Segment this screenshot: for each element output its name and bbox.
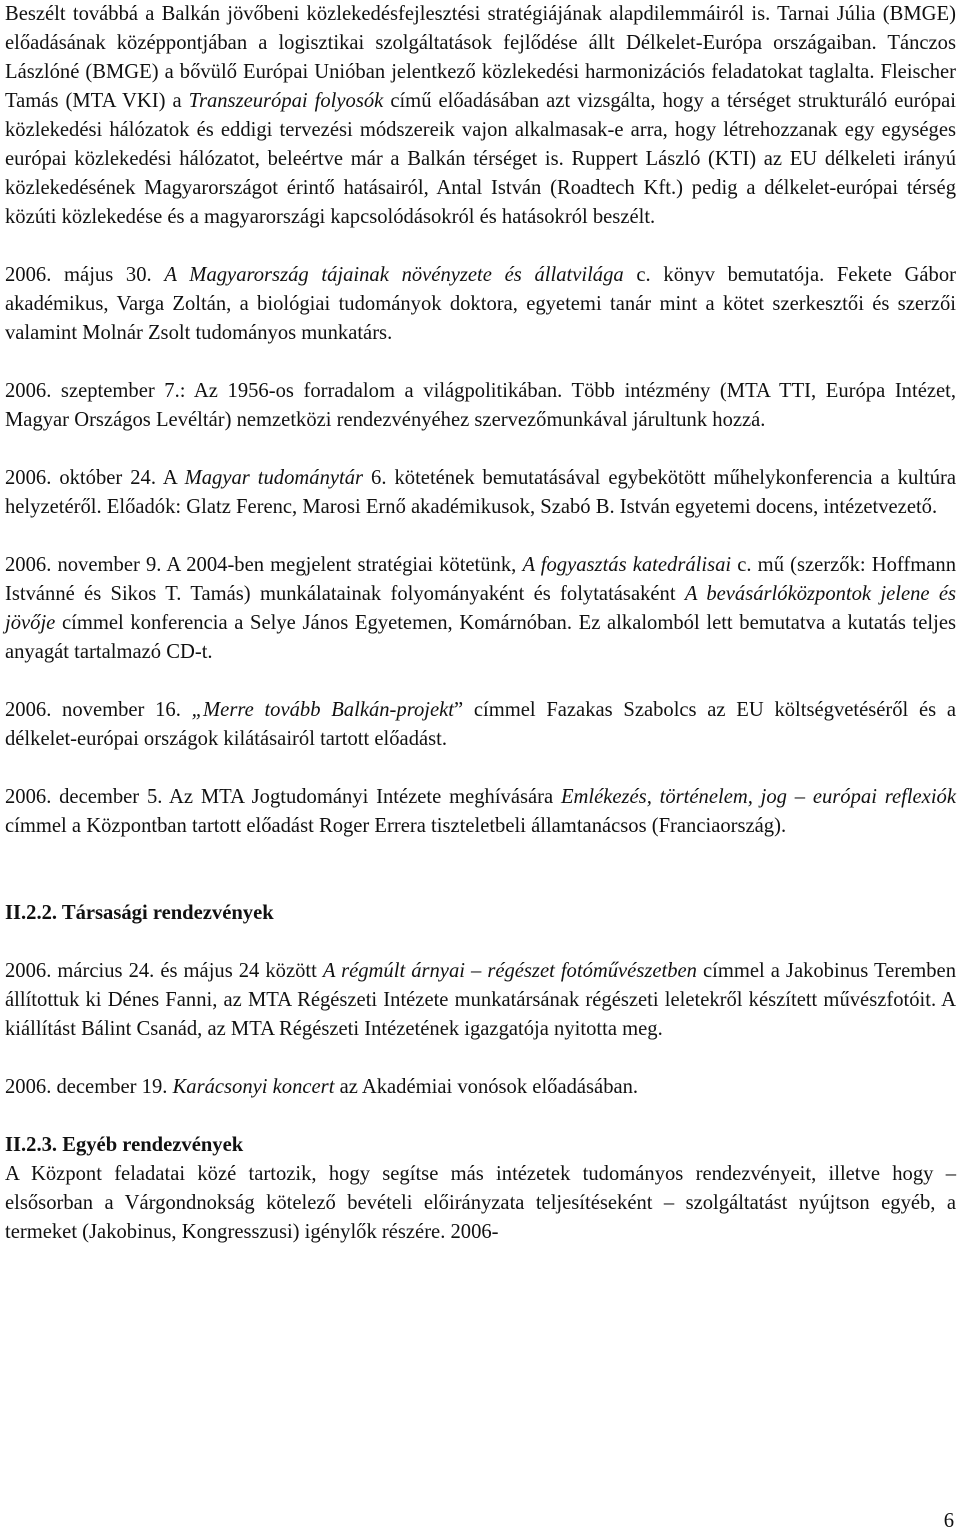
paragraph-november-9-conference: 2006. november 9. A 2004-ben megjelent stratégiai kötetünk, A fogyasztás katedrálisai c. mű (szerzők: Hoffmann Istvánné és Sikos T. Tamás) munkálatainak folyományaként és folytatásaként A bevásárlóközpontok jelene és jövője címmel konferencia a Selye János Egyetemen, Komárnóban. Ez alkalomból lett bemutatva a kutatás teljes anyagát tartalmazó CD-t.: [5, 554, 956, 663]
paragraph-may-30-book-launch: 2006. május 30. A Magyarország tájainak növényzete és állatvilága c. könyv bemutatója. Fekete Gábor akadémikus, Varga Zoltán, a biológiai tudományok doktora, egyetemi tanár mint a kötet szerkesztői és szerzői valamint Molnár Zsolt tudományos munkatárs.: [5, 264, 956, 344]
paragraph-other-events: A Központ feladatai közé tartozik, hogy segítse más intézetek tudományos rendezvényeit, illetve hogy – elsősorban a Várgondnokság kötelező bevételi előirányzata teljesítéseként – szolgáltatást nyújtson egyéb, a termeket (Jakobinus, Kongresszusi) igénylők részére. 2006-: [5, 1163, 956, 1243]
paragraph-september-7-1956: 2006. szeptember 7.: Az 1956-os forradalom a világpolitikában. Több intézmény (MTA TTI, Európa Intézet, Magyar Országos Levéltár) nemzetközi rendezvényéhez szervezőmunkával járultunk hozzá.: [5, 380, 956, 431]
paragraph-october-24-workshop: 2006. október 24. A Magyar tudománytár 6. kötetének bemutatásával egybekötött műhelykonferencia a kultúra helyzetéről. Előadók: Glatz Ferenc, Marosi Ernő akadémikusok, Szabó B. István egyetemi docens, intézetvezető.: [5, 467, 956, 518]
section-heading-social-events: II.2.2. Társasági rendezvények: [5, 902, 274, 924]
page-number: 6: [943, 1510, 954, 1532]
section-heading-other-events: II.2.3. Egyéb rendezvények: [5, 1134, 244, 1156]
document-page: [5, 0, 956, 1247]
paragraph-december-19-concert: 2006. december 19. Karácsonyi koncert az Akadémiai vonósok előadásában.: [5, 1076, 639, 1098]
spacer: [5, 870, 956, 899]
paragraph-balkan-transport: Beszélt továbbá a Balkán jövőbeni közlekedésfejlesztési stratégiájának alapdilemmáiról is. Tarnai Júlia (BMGE) előadásának középpontjában a logisztikai szolgáltatások fejlődése állt Délkelet-Európa országaiban. Tánczos Lászlóné (BMGE) a bővülő Európai Unióban jelentkező közlekedési harmonizációs feladatokat taglalta. Fleischer Tamás (MTA VKI) a Transzeurópai folyosók című előadásában azt vizsgálta, hogy a térséget strukturáló európai közlekedési hálózatok és eddigi tervezési módszereik vajon alkalmasak-e arra, hogy létrehozzanak egy egységes európai közlekedési hálózatot, beleértve már a Balkán térséget is. Ruppert László (KTI) az EU délkeleti irányú közlekedésének Magyarországot érintő hatásairól, Antal István (Roadtech Kft.) pedig a délkelet-európai térség közúti közlekedése és a magyarországi kapcsolódásokról és hatásokról beszélt.: [5, 3, 956, 228]
paragraph-december-5-lecture: 2006. december 5. Az MTA Jogtudományi Intézete meghívására Emlékezés, történelem, jog – európai reflexiók címmel a Központban tartott előadást Roger Errera tiszteletbeli államtanácsos (Franciaország).: [5, 786, 956, 837]
paragraph-november-16-lecture: 2006. november 16. „Merre tovább Balkán-projekt” címmel Fazakas Szabolcs az EU költségvetéséről és a délkelet-európai országok kilátásairól tartott előadást.: [5, 699, 956, 750]
paragraph-march-24-exhibition: 2006. március 24. és május 24 között A régmúlt árnyai – régészet fotóművészetben címmel a Jakobinus Teremben állítottuk ki Dénes Fanni, az MTA Régészeti Intézete munkatársának régészeti leletekről készített művészfotóit. A kiállítást Bálint Csanád, az MTA Régészeti Intézetének igazgatója nyitotta meg.: [5, 960, 956, 1040]
